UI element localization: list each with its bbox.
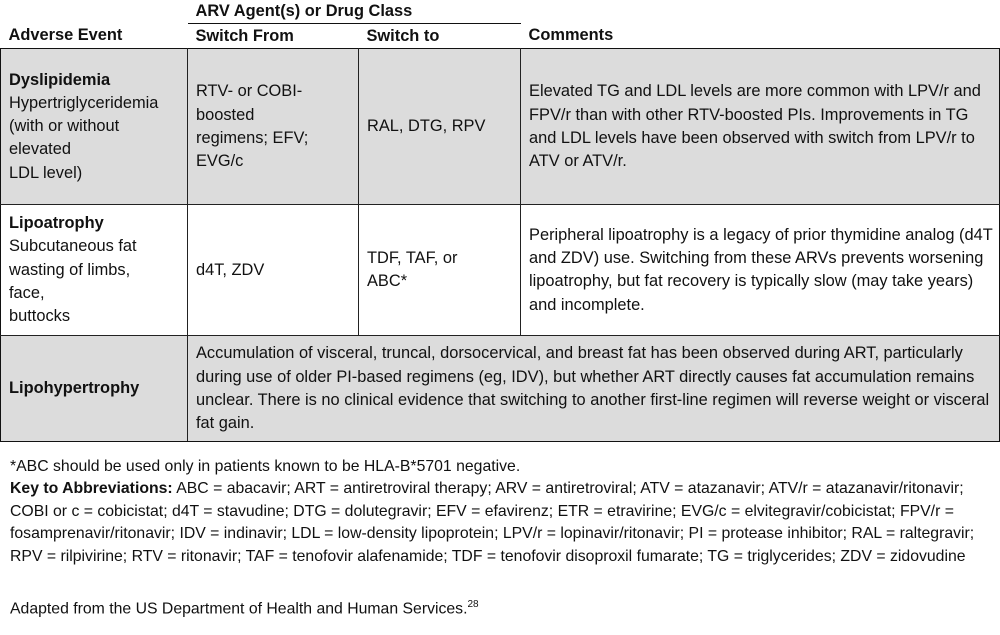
column-header-switch-to: Switch to (359, 24, 521, 49)
adverse-event-title: Dyslipidemia (9, 70, 111, 89)
comments-cell: Peripheral lipoatrophy is a legacy of prior thymidine analog (d4T and ZDV) use. Switching from these ARVs prevents worsening lipoatrophy, but fat recovery is typically slow (may take years) and incomplete. (521, 205, 1000, 336)
table-row (1, 49, 1000, 205)
table-column-header-row (1, 24, 1000, 49)
adverse-event-detail: Subcutaneous fat wasting of limbs, face, buttocks (9, 237, 137, 326)
abbreviations-key (10, 478, 995, 568)
abbreviations-key-text: ABC = abacavir; ART = antiretroviral therapy; ARV = antiretroviral; ATV = atazanavir; ATV/r = atazanavir/ritonavir; COBI or c = cobicistat; d4T = stavudine; DTG = dolutegravir; EFV = efavirenz; ETR = etravirine; EVG/c = elvitegravir/cobicistat; FPV/r = fosamprenavir/ritonavir; IDV = indinavir; LDL = low-density lipoprotein; LPV/r = lopinavir/ritonavir; PI = protease inhibitor; RAL = raltegravir; RPV = rilpivirine; RTV = ritonavir; TAF = tenofovir alafenamide; TDF = tenofovir disoproxil fumarate; TG = triglycerides; ZDV = zidovudine (10, 480, 975, 565)
table-row (1, 336, 1000, 442)
adverse-event-detail: Hypertriglyceridemia (with or without elevated LDL level) (9, 93, 159, 182)
column-header-adverse-event: Adverse Event (1, 24, 188, 49)
adverse-event-cell (1, 205, 188, 336)
adverse-event-cell (1, 49, 188, 205)
comments-cell: Accumulation of visceral, truncal, dorsocervical, and breast fat has been observed during ART, particularly during use of older PI-based regimens (eg, IDV), but whether ART directly causes fat accumulation remains unclear. There is no clinical evidence that switching to another first-line regimen will reverse weight or visceral fat gain. (188, 336, 1000, 442)
column-header-switch-from: Switch From (188, 24, 359, 49)
adverse-event-title: Lipoatrophy (9, 214, 104, 233)
table-footnotes (10, 456, 995, 568)
source-reference-number: 28 (467, 599, 479, 610)
drug-class-group-header: ARV Agent(s) or Drug Class (188, 0, 521, 24)
adverse-event-title: Lipohypertrophy (9, 379, 140, 398)
abc-footnote: *ABC should be used only in patients known to be HLA-B*5701 negative. (10, 458, 521, 475)
comments-cell: Elevated TG and LDL levels are more common with LPV/r and FPV/r than with other RTV-boosted PIs. Improvements in TG and LDL levels have been observed with switch from LPV/r to ATV or ATV/r. (521, 49, 1000, 205)
switch-to-cell: RAL, DTG, RPV (359, 49, 521, 205)
switch-from-cell: RTV- or COBI- boosted regimens; EFV; EVG/c (188, 49, 359, 205)
column-header-comments: Comments (521, 24, 1000, 49)
switch-to-cell: TDF, TAF, or ABC* (359, 205, 521, 336)
table-row (1, 205, 1000, 336)
table-group-header-row (1, 0, 1000, 24)
source-citation (10, 599, 479, 618)
source-text: Adapted from the US Department of Health and Human Services. (10, 600, 468, 618)
switch-from-cell: d4T, ZDV (188, 205, 359, 336)
abbreviations-key-label: Key to Abbreviations: (10, 480, 173, 498)
adverse-event-cell (1, 336, 188, 442)
